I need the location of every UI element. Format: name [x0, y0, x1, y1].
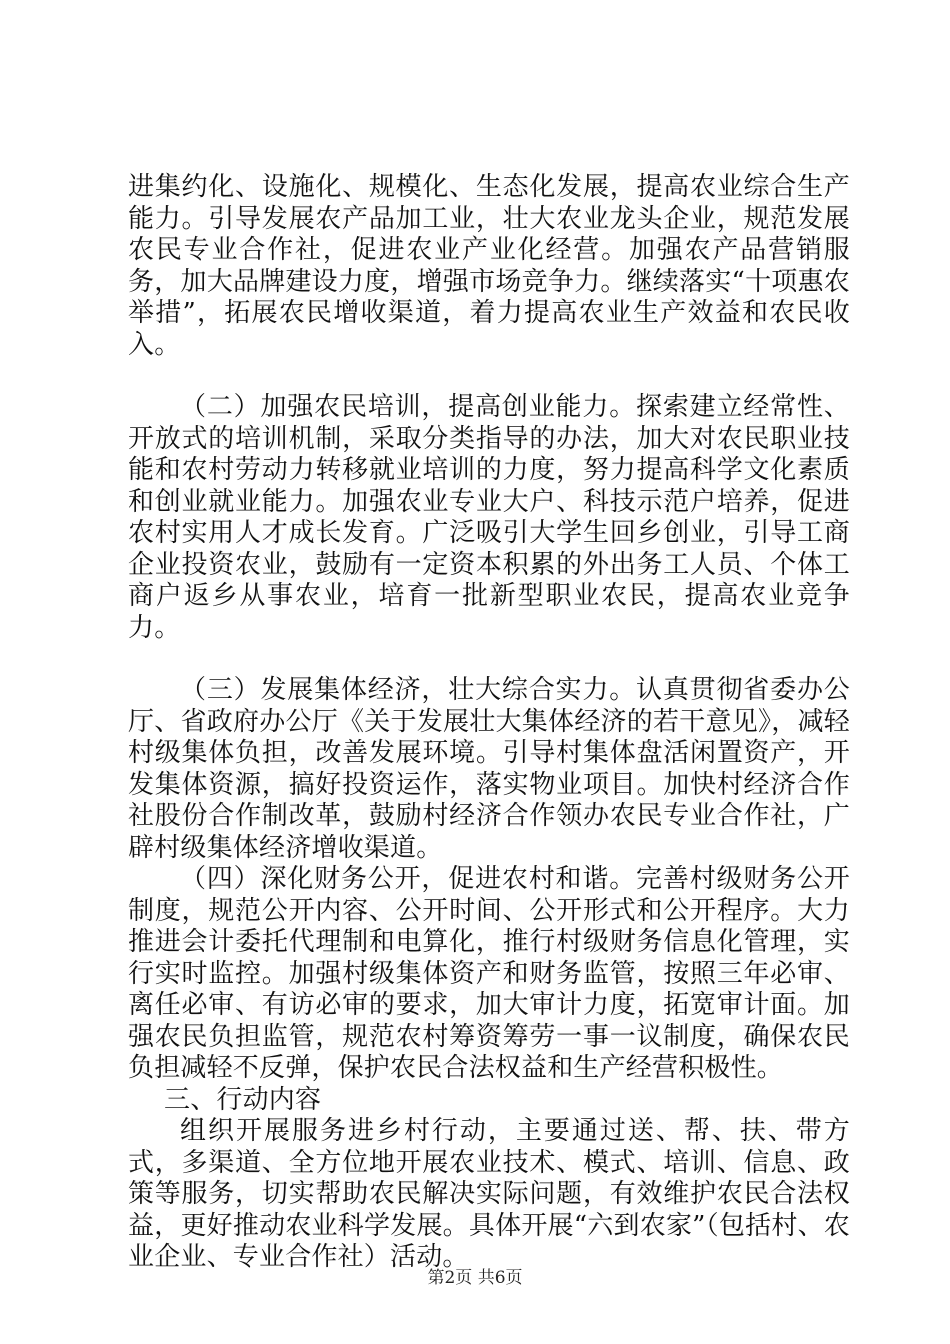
paragraph-gap [128, 361, 850, 392]
page-footer [0, 1267, 950, 1289]
paragraph-collective-economy: （三）发展集体经济，壮大综合实力。认真贯彻省委办公厅、省政府办公厅《关于发展壮大集体经济的若干意见》，减轻村级集体负担，改善发展环境。引导村集体盘活闲置资产，开发集体资源，搞好投资运作，落实物业项目。加快村经济合作社股份合作制改革，鼓励村经济合作领办农民专业合作社，广辟村级集体经济增收渠道。 [128, 675, 850, 863]
paragraph-financial-disclosure: （四）深化财务公开，促进农村和谐。完善村级财务公开制度，规范公开内容、公开时间、公开形式和公开程序。大力推进会计委托代理制和电算化，推行村级财务信息化管理，实行实时监控。加强村级集体资产和财务监管，按照三年必审、离任必审、有访必审的要求，加大审计力度，拓宽审计面。加强农民负担监管，规范农村筹资筹劳一事一议制度，确保农民负担减轻不反弹，保护农民合法权益和生产经营积极性。 [128, 864, 850, 1083]
paragraph-agri-production: 进集约化、设施化、规模化、生态化发展，提高农业综合生产能力。引导发展农产品加工业，壮大农业龙头企业，规范发展农民专业合作社，促进农业产业化经营。加强农产品营销服务，加大品牌建设力度，增强市场竞争力。继续落实“十项惠农举措”，拓展农民增收渠道，着力提高农业生产效益和农民收入。 [128, 172, 850, 360]
paragraph-farmer-training: （二）加强农民培训，提高创业能力。探索建立经常性、开放式的培训机制，采取分类指导的办法，加大对农民职业技能和农村劳动力转移就业培训的力度，努力提高科学文化素质和创业就业能力。加强农业专业大户、科技示范户培养，促进农村实用人才成长发育。广泛吸引大学生回乡创业，引导工商企业投资农业，鼓励有一定资本积累的外出务工人员、个体工商户返乡从事农业，培育一批新型职业农民，提高农业竞争力。 [128, 392, 850, 643]
paragraph-gap [128, 644, 850, 675]
section-heading-action-content: 三、行动内容 [164, 1084, 322, 1115]
page-number-indicator: 第2页 共6页 [427, 1268, 523, 1288]
paragraph-service-action: 组织开展服务进乡村行动，主要通过送、帮、扶、带方式，多渠道、全方位地开展农业技术、模式、培训、信息、政策等服务，切实帮助农民解决实际问题，有效维护农民合法权益，更好推动农业科学发展。具体开展“六到农家”（包括村、农业企业、专业合作社）活动。 [128, 1116, 850, 1272]
document-body [128, 172, 850, 1274]
